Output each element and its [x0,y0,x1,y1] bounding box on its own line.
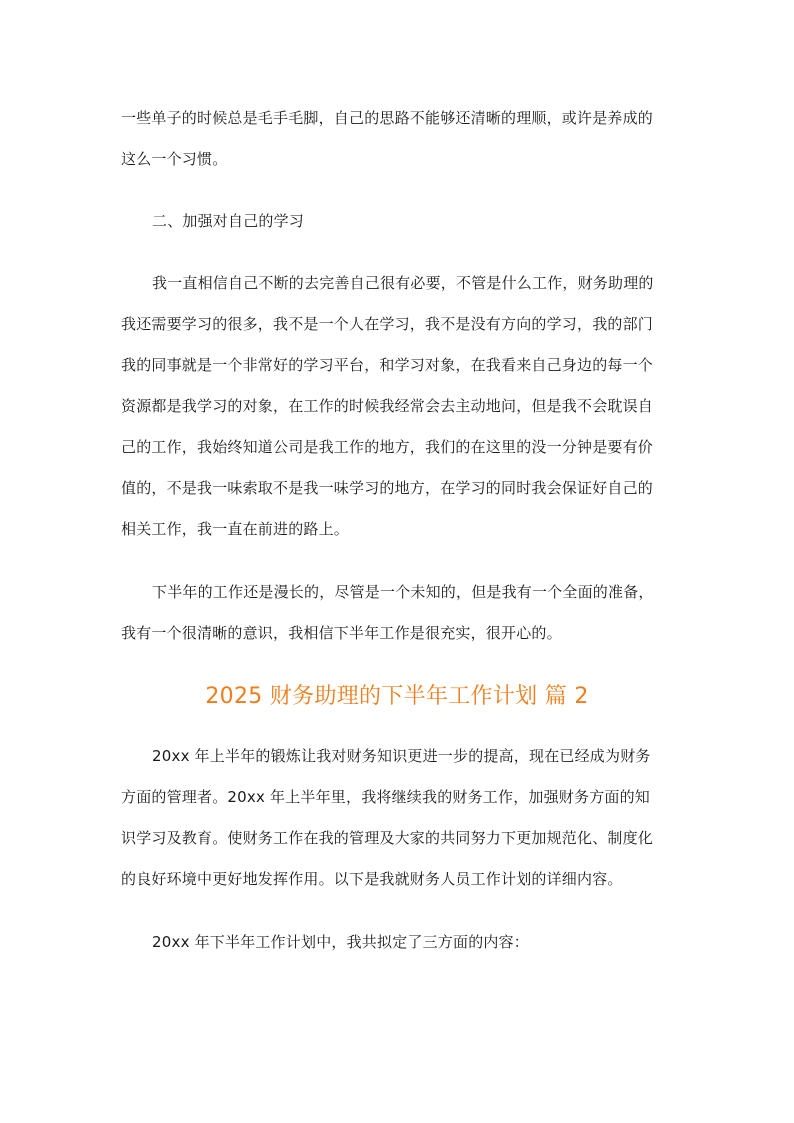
body-line: 我的同事就是一个非常好的学习平台，和学习对象，在我看来自己身边的每一个 [121,356,654,374]
body-line: 识学习及教育。使财务工作在我的管理及大家的共同努力下更加规范化、制度化 [121,829,654,847]
section-title: 2025 财务助理的下半年工作计划 篇 2 [205,684,589,709]
body-line: 的良好环境中更好地发挥作用。以下是我就财务人员工作计划的详细内容。 [121,870,623,888]
body-line: 一些单子的时候总是毛手毛脚，自己的思路不能够还清晰的理顺，或许是养成的 [121,109,654,127]
body-line: 这么一个习惯。 [121,150,228,168]
body-line: 我还需要学习的很多，我不是一个人在学习，我不是没有方向的学习，我的部门 [121,315,654,333]
body-line: 20xx 年上半年的锻炼让我对财务知识更进一步的提高，现在已经成为财务 [152,747,651,765]
body-line: 方面的管理者。20xx 年上半年里，我将继续我的财务工作，加强财务方面的知 [121,788,651,806]
subsection-heading: 二、加强对自己的学习 [152,212,305,230]
body-line: 我有一个很清晰的意识，我相信下半年工作是很充实，很开心的。 [121,624,562,642]
body-line: 我一直相信自己不断的去完善自己很有必要，不管是什么工作，财务助理的 [152,274,654,292]
body-line: 相关工作，我一直在前进的路上。 [121,520,350,538]
body-line: 资源都是我学习的对象，在工作的时候我经常会去主动地问，但是我不会耽误自 [121,397,654,415]
body-line: 己的工作，我始终知道公司是我工作的地方，我们的在这里的没一分钟是要有价 [121,438,654,456]
body-line: 20xx 年下半年工作计划中，我共拟定了三方面的内容： [152,933,530,951]
body-line: 值的，不是我一味索取不是我一味学习的地方，在学习的同时我会保证好自己的 [121,479,654,497]
body-line: 下半年的工作还是漫长的，尽管是一个未知的，但是我有一个全面的准备， [152,583,654,601]
